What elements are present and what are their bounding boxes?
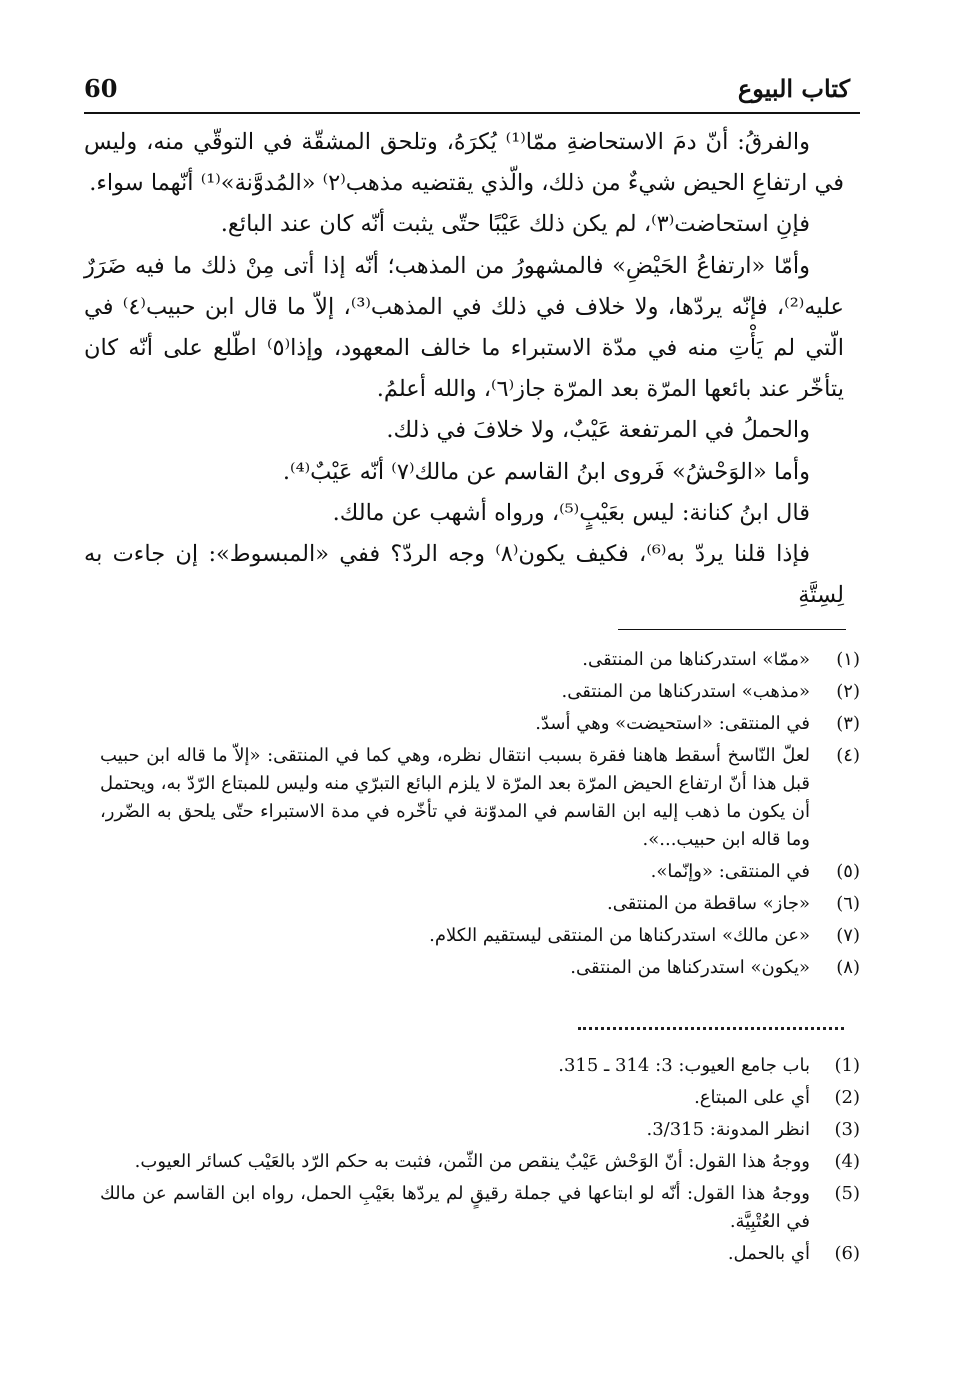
footnote-number: (٤) [836, 745, 860, 766]
footnote-number: (٥) [836, 861, 860, 882]
footnote-text: «جاز» ساقطة من المنتقى. [606, 893, 810, 914]
source-footnotes [100, 1052, 860, 1272]
footnote [100, 1180, 860, 1236]
paragraph: والفرقُ: أنّ دمَ الاستحاضةِ ممّا⁽¹⁾ يُكرَهُ، وتلحق المشقّة في التوقّي منه، وليس في ارتفاعِ الحيض شيءٌ من ذلك، والّذي يقتضيه مذهب⁽٢⁾ «المُدوَّنة»⁽¹⁾ أنّهما سواء. [84, 129, 844, 197]
footnote-number: (6) [834, 1243, 860, 1264]
running-header [84, 72, 860, 106]
footnote-text: ووجهُ هذا القول: أنّ الوَحْش عَيْبٌ ينقص من الثّمن، فثبت به حكم الرّد بالعَيْب كسائر العيوب. [134, 1151, 810, 1172]
paragraph: فإذا قلنا يردّ به⁽⁶⁾، فكيف يكون⁽٨⁾ وجه الردّ؟ ففي «المبسوط»: إن جاءت به لِسِتَّةِ [84, 541, 844, 609]
footnote [100, 954, 860, 982]
footnote-number: (٣) [836, 713, 860, 734]
footnote-text: باب جامع العيوب: 3: 314 ـ 315. [558, 1055, 810, 1076]
footnote-text: في المنتقى: «استحيضت» وهي أسدّ. [535, 713, 810, 734]
footnote-text: لعلّ النّاسخ أسقط هاهنا فقرة بسبب انتقال نظره، وهي كما في المنتقى: «إلاّ ما قاله ابن حبيب قبل هذا أنّ ارتفاع الحيض المرّة بعد المرّة لا يلزم البائع التبرّي منه وليس للمبتاع الرّدّ به، ويحتمل أن يكون ما ذهب إليه ابن القاسم في المدوّنة في تأخّره في مدة الاستبراء حتّى يلحق به الضّرر، وما قاله ابن حبيب...». [100, 745, 810, 850]
paragraph: وأما «الوَحْشُ» فَروى ابنُ القاسم عن مالك⁽٧⁾ أنّه عَيْبٌ⁽⁴⁾. [282, 458, 810, 485]
footnote-number: (١) [836, 649, 860, 670]
paragraph: قال ابنُ كنانة: ليس بعَيْبٍ⁽⁵⁾، ورواه أشهب عن مالك. [332, 499, 810, 526]
footnote-text: «مذهب» استدركناها من المنتقى. [561, 681, 810, 702]
paragraph: وأمّا «ارتفاعُ الحَيْضِ» فالمشهورُ من المذهب؛ أنّه إذا أتى مِنْ ذلك ما فيه ضَرَرٌ عليه⁽²⁾، فإنّه يردّها، ولا خلاف في ذلك في المذهب⁽³⁾، إلاّ ما قال ابن حبيب⁽٤⁾ في الّتي لم يَأْتِ منه في مدّة الاستبراء ما خالف المعهود، وإذا⁽٥⁾ اطّلع على أنّه كان يتأخّر عند بائعها المرّة بعد المرّة جاز⁽٦⁾، والله أعلمُ. [84, 252, 844, 403]
footnote-text: «عن مالك» استدركناها من المنتقى ليستقيم الكلام. [429, 925, 810, 946]
footnote [100, 922, 860, 950]
footnote-number: (٦) [836, 893, 860, 914]
footnote-number: (٢) [836, 681, 860, 702]
footnote-text: أي بالحمل. [727, 1243, 810, 1264]
footnote-number: (3) [834, 1119, 860, 1140]
footnote-number: (4) [834, 1151, 860, 1172]
footnote-text: في المنتقى: «وإنّما». [650, 861, 810, 882]
footnote-number: (٨) [836, 957, 860, 978]
footnote-text: ووجهُ هذا القول: أنّه لو ابتاعها في جملة رقيقٍ لم يردّها بعَيْبِ الحمل، رواه ابن القاسم عن مالك في العُتْبِيَّة. [100, 1183, 810, 1232]
header-title: كتاب البيوع [737, 74, 850, 103]
footnote-text: «يكون» استدركناها من المنتقى. [570, 957, 810, 978]
footnote [100, 1052, 860, 1080]
header-rule [84, 112, 860, 114]
footnote-text: «ممّا» استدركناها من المنتقى. [582, 649, 810, 670]
footnote-number: (2) [834, 1087, 860, 1108]
footnote [100, 1240, 860, 1268]
footnote-text: انظر المدونة: 3/315. [646, 1119, 810, 1140]
footnote [100, 678, 860, 706]
footnote [100, 1116, 860, 1144]
footnote [100, 742, 860, 854]
paragraph: والحملُ في المرتفعة عَيْبٌ، ولا خلافَ في ذلك. [386, 417, 810, 444]
footnote [100, 858, 860, 886]
footnote-number: (1) [834, 1055, 860, 1076]
dotted-separator [578, 1027, 844, 1030]
footnote-number: (٧) [836, 925, 860, 946]
footnote [100, 1148, 860, 1176]
footnote [100, 646, 860, 674]
main-text [84, 122, 844, 616]
paragraph: فإنِ استحاضت⁽٣⁾، لم يكن ذلك عَيْبًا حتّى يثبت أنّه كان عند البائع. [220, 211, 810, 238]
footnote [100, 1084, 860, 1112]
page-number: 60 [84, 74, 118, 103]
footnote [100, 890, 860, 918]
footnote-number: (5) [834, 1183, 860, 1204]
manuscript-footnotes [100, 646, 860, 986]
footnote [100, 710, 860, 738]
footnote-text: أي على المبتاع. [694, 1087, 810, 1108]
footnote-separator [618, 629, 846, 630]
